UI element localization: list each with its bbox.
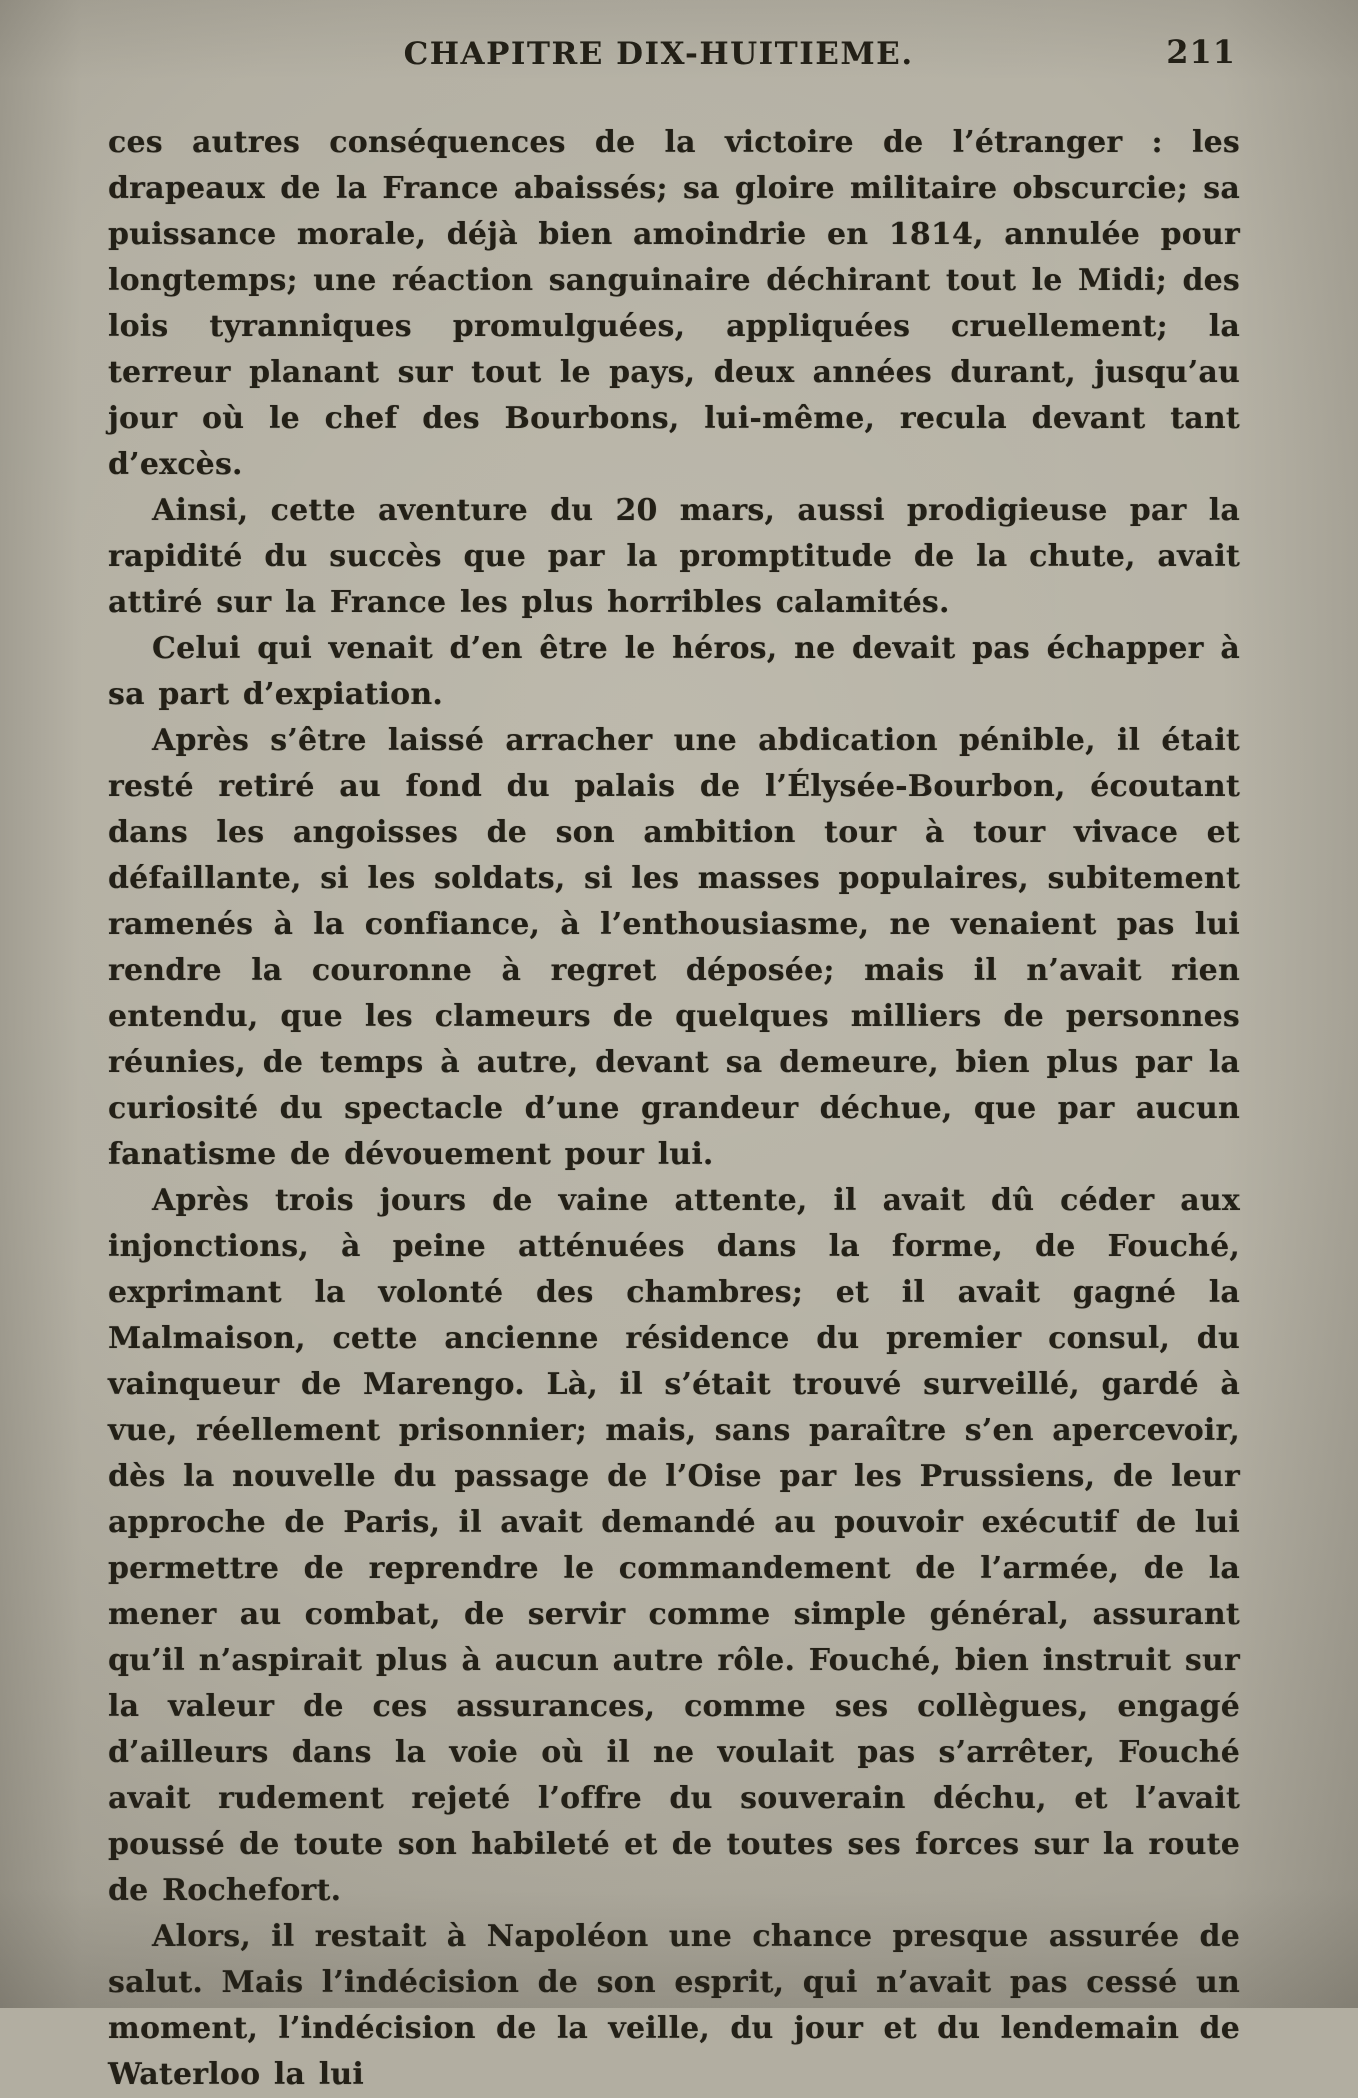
text-block [108,120,1240,2098]
paragraph: Celui qui venait d’en être le héros, ne devait pas échapper à sa part d’expiation. [108,631,1240,712]
paragraph: Après s’être laissé arracher une abdication pénible, il était resté retiré au fond du palais de l’Élysée-Bourbon, écoutant dans les angoisses de son ambition tour à tour vivace et défaillante, si les soldats, si les masses populaires, subitement ramenés à la confiance, à l’enthousiasme, ne venaient pas lui rendre la couronne à regret déposée; mais il n’avait rien entendu, que les clameurs de quelques milliers de personnes réunies, de temps à autre, devant sa demeure, bien plus par la curiosité du spectacle d’une grandeur déchue, que par aucun fanatisme de dévouement pour lui. [108,723,1240,1172]
paragraph: Après trois jours de vaine attente, il avait dû céder aux injonctions, à peine atténuées dans la forme, de Fouché, exprimant la volonté des chambres; et il avait gagné la Malmaison, cette ancienne résidence du premier consul, du vainqueur de Marengo. Là, il s’était trouvé surveillé, gardé à vue, réellement prisonnier; mais, sans paraître s’en apercevoir, dès la nouvelle du passage de l’Oise par les Prussiens, de leur approche de Paris, il avait demandé au pouvoir exécutif de lui permettre de reprendre le commandement de l’armée, de la mener au combat, de servir comme simple général, assurant qu’il n’aspirait plus à aucun autre rôle. Fouché, bien instruit sur la valeur de ces assurances, comme ses collègues, engagé d’ailleurs dans la voie où il ne voulait pas s’arrêter, Fouché avait rudement rejeté l’offre du souverain déchu, et l’avait poussé de toute son habileté et de toutes ses forces sur la route de Rochefort. [108,1183,1240,1908]
chapter-title: CHAPITRE DIX-HUITIEME. [403,36,914,72]
page-number: 211 [1166,33,1236,71]
paragraph: ces autres conséquences de la victoire de l’étranger : les drapeaux de la France abaissés; sa gloire militaire obscurcie; sa puissance morale, déjà bien amoindrie en 1814, annulée pour longtemps; une réaction sanguinaire déchirant tout le Midi; des lois tyranniques promulguées, appliquées cruellement; la terreur planant sur tout le pays, deux années durant, jusqu’au jour où le chef des Bourbons, lui-même, recula devant tant d’excès. [108,125,1240,482]
paragraph: Alors, il restait à Napoléon une chance presque assurée de salut. Mais l’indécision de son esprit, qui n’avait pas cessé un moment, l’indécision de la veille, du jour et du lendemain de Waterloo la lui [108,1919,1240,2092]
paragraph: Ainsi, cette aventure du 20 mars, aussi prodigieuse par la rapidité du succès que par la promptitude de la chute, avait attiré sur la France les plus horribles calamités. [108,493,1240,620]
page-header [0,0,1358,94]
